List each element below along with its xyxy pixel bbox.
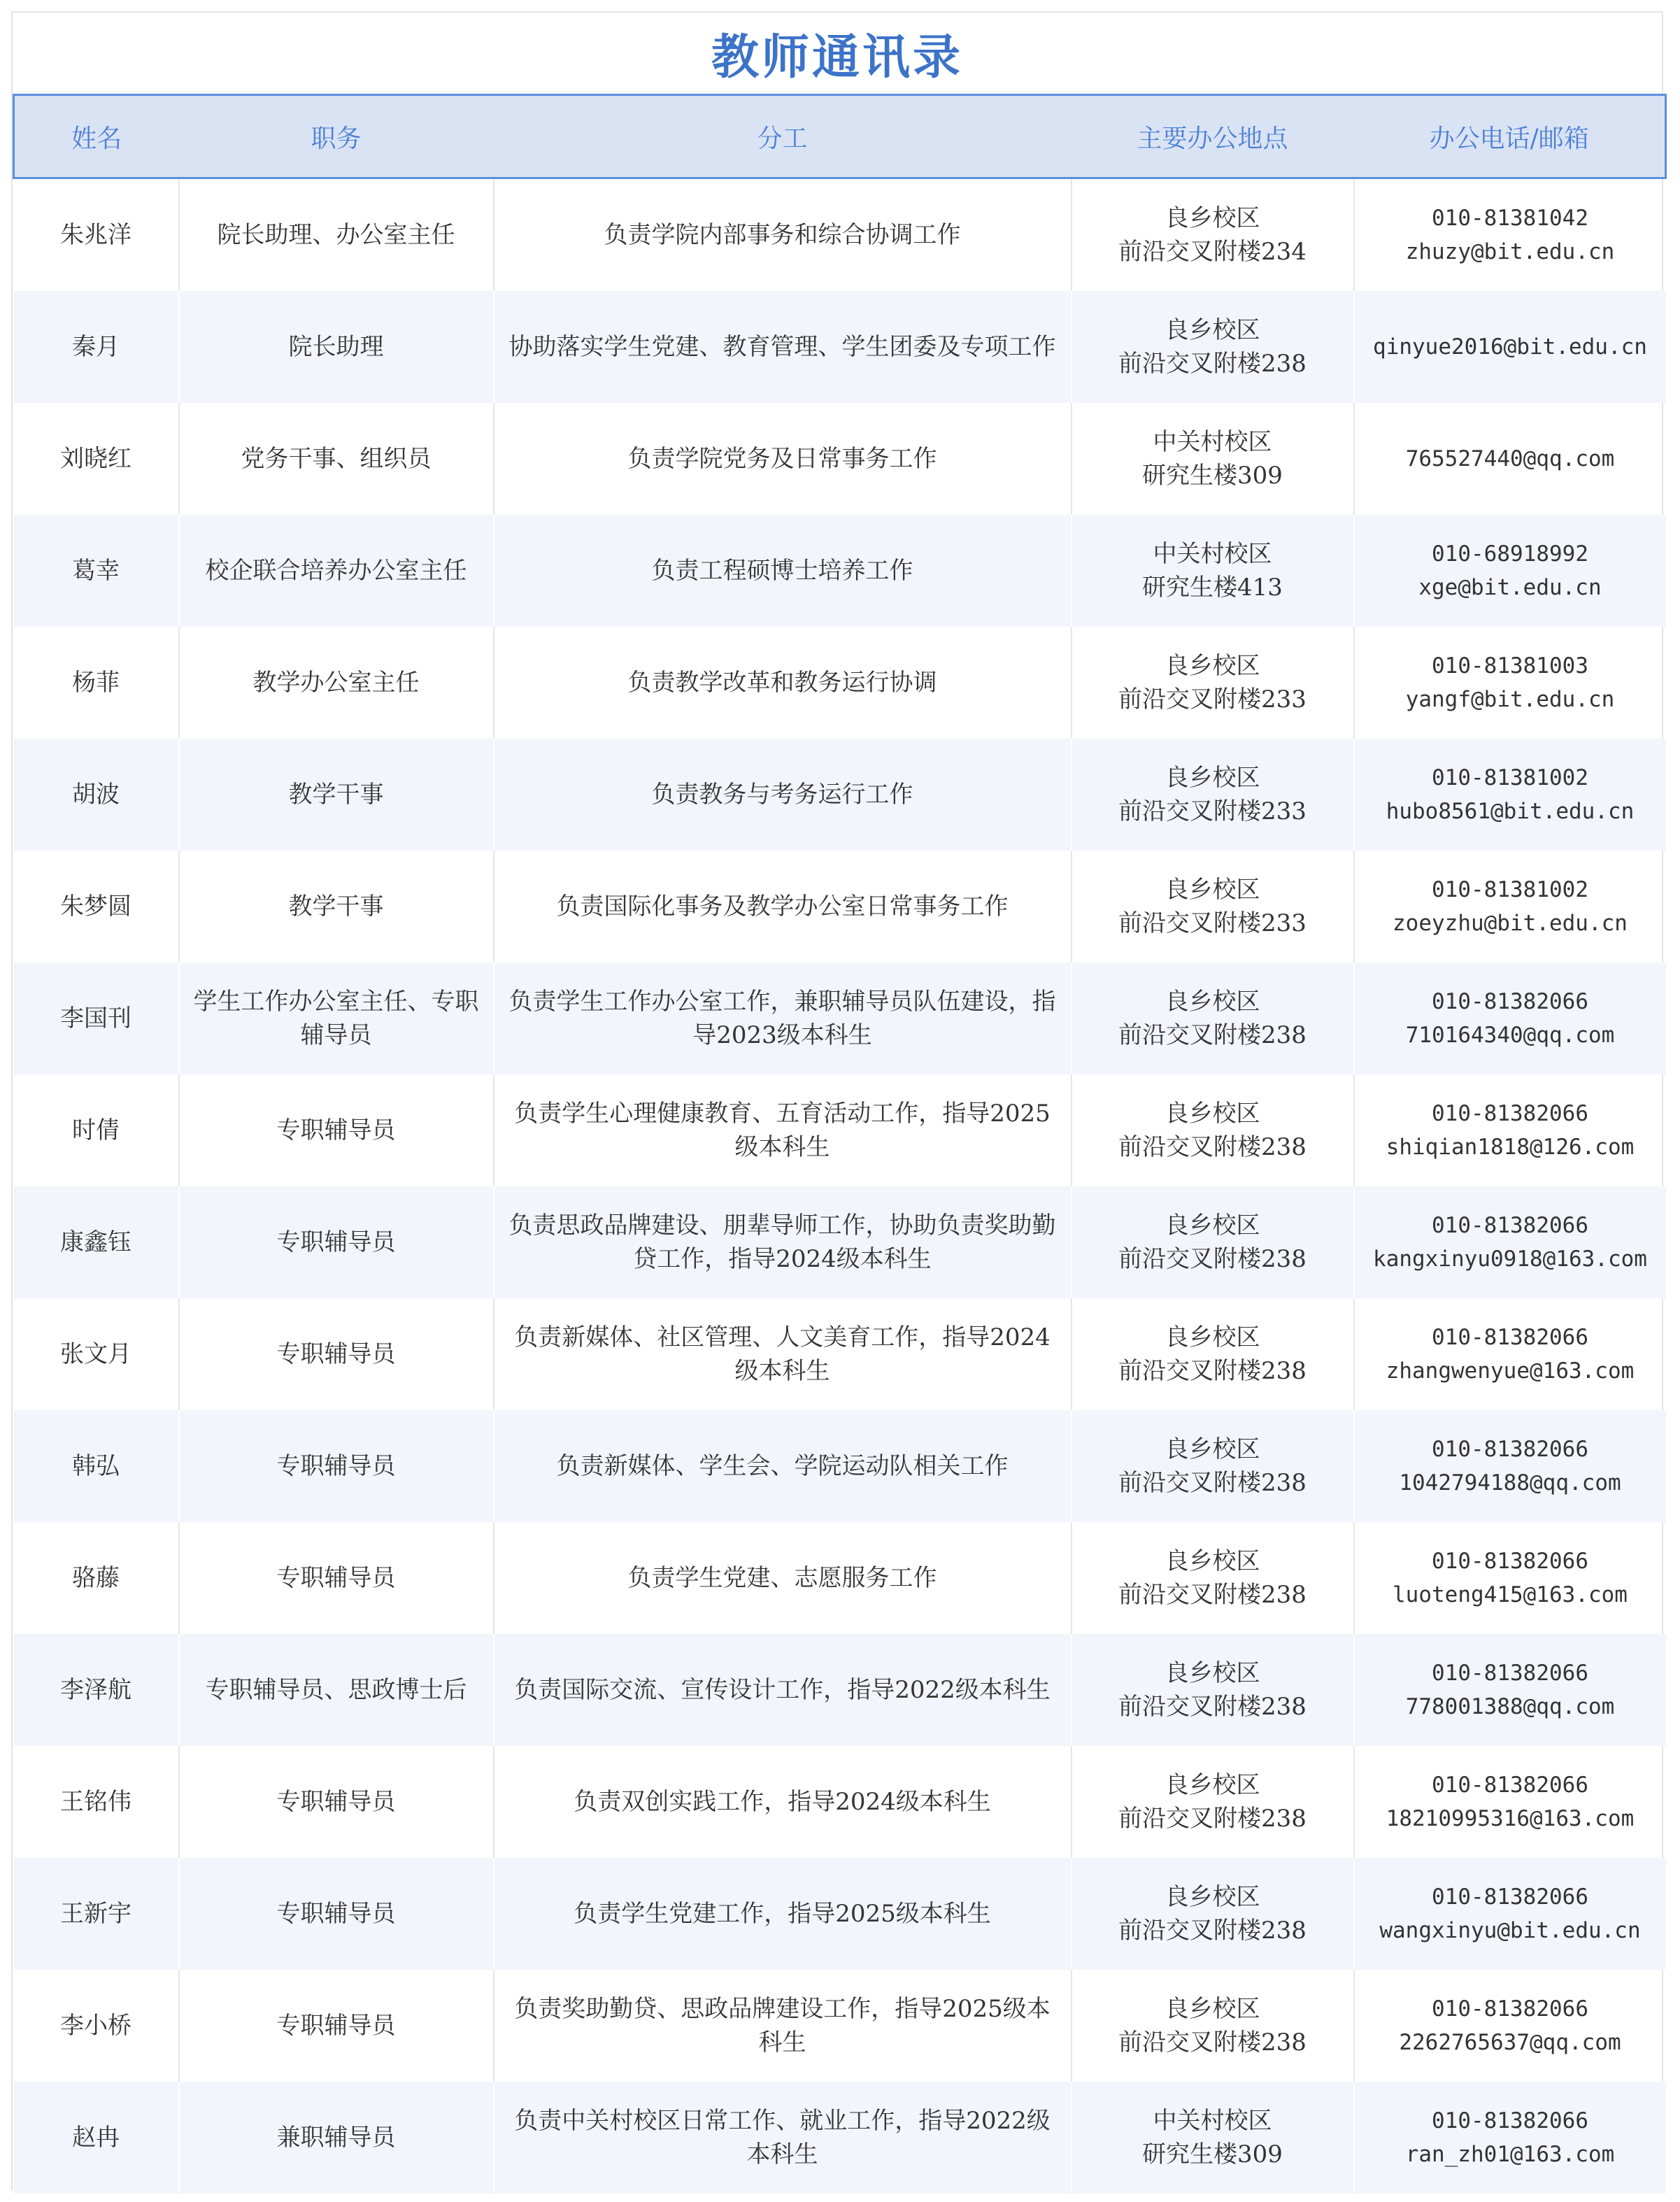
table-row	[14, 739, 1666, 851]
office-room-text: 前沿交叉附楼238	[1118, 2029, 1307, 2057]
cell-name: 杨菲	[72, 669, 120, 697]
cell-location	[1072, 1298, 1354, 1410]
cell-contact	[1354, 515, 1666, 627]
cell-position: 专职辅导员、思政博士后	[179, 1634, 494, 1746]
cell-contact	[1354, 1970, 1666, 2082]
office-room-text: 前沿交叉附楼238	[1118, 1133, 1307, 1161]
cell-contact	[1354, 1858, 1666, 1970]
email-text: yangf@bit.edu.cn	[1405, 687, 1615, 712]
email-text: zhuzy@bit.edu.cn	[1405, 239, 1615, 264]
cell-location	[1072, 291, 1354, 403]
table-row	[14, 178, 1666, 292]
campus-text: 良乡校区	[1165, 988, 1260, 1016]
cell-location	[1072, 1074, 1354, 1186]
cell-contact	[1354, 1186, 1666, 1298]
campus-text: 良乡校区	[1165, 1212, 1260, 1239]
table-row	[14, 515, 1666, 627]
cell-name: 朱梦圆	[60, 893, 131, 921]
email-text: shiqian1818@126.com	[1386, 1135, 1635, 1160]
office-room-text: 前沿交叉附楼234	[1118, 238, 1307, 266]
cell-location	[1072, 963, 1354, 1074]
table-row	[14, 403, 1666, 515]
cell-location	[1072, 515, 1354, 627]
cell-name: 韩弘	[14, 1410, 179, 1522]
phone-text: 010-81381042	[1432, 206, 1588, 231]
cell-contact	[1354, 1410, 1666, 1522]
header-phone-email: 办公电话/邮箱	[1354, 95, 1666, 178]
phone-text: 010-81381003	[1432, 653, 1588, 679]
cell-contact	[1354, 963, 1666, 1074]
campus-text: 中关村校区	[1153, 2107, 1272, 2135]
cell-contact	[1354, 2082, 1666, 2194]
campus-text: 良乡校区	[1165, 1883, 1260, 1911]
cell-position: 专职辅导员	[179, 1298, 494, 1410]
phone-text: 010-81382066	[1432, 1437, 1588, 1462]
campus-text: 良乡校区	[1165, 1435, 1260, 1463]
campus-text: 中关村校区	[1153, 540, 1272, 568]
cell-name: 李小桥	[60, 2012, 131, 2040]
cell-duty: 负责新媒体、学生会、学院运动队相关工作	[494, 1410, 1072, 1522]
cell-position: 院长助理	[179, 291, 494, 403]
table-row	[14, 627, 1666, 739]
office-room-text: 前沿交叉附楼238	[1118, 1357, 1307, 1385]
cell-duty: 负责教学改革和教务运行协调	[494, 627, 1072, 739]
cell-name: 康鑫钰	[14, 1186, 179, 1298]
cell-duty: 负责中关村校区日常工作、就业工作，指导2022级本科生	[494, 2082, 1072, 2194]
cell-position: 兼职辅导员	[179, 2082, 494, 2194]
cell-position: 专职辅导员	[179, 1746, 494, 1858]
cell-position: 教学干事	[179, 851, 494, 963]
cell-duty: 负责工程硕博士培养工作	[494, 515, 1072, 627]
cell-location	[1072, 1410, 1354, 1522]
page-title: 教师通讯录	[711, 29, 963, 85]
cell-duty: 负责双创实践工作，指导2024级本科生	[494, 1746, 1072, 1858]
email-text: 1042794188@qq.com	[1399, 1470, 1621, 1496]
cell-duty: 负责学院内部事务和综合协调工作	[494, 178, 1072, 292]
header-duty: 分工	[494, 95, 1072, 178]
email-text: wangxinyu@bit.edu.cn	[1379, 1918, 1641, 1943]
email-text: 2262765637@qq.com	[1399, 2030, 1621, 2055]
table-row	[14, 1298, 1666, 1410]
phone-text: 010-81382066	[1432, 989, 1588, 1014]
cell-contact	[1354, 178, 1666, 292]
cell-location	[1072, 1858, 1354, 1970]
phone-text: 010-81382066	[1432, 1661, 1588, 1686]
table-row	[14, 851, 1666, 963]
cell-contact	[1354, 1074, 1666, 1186]
phone-text: 010-81382066	[1432, 2108, 1588, 2133]
office-room-text: 前沿交叉附楼238	[1118, 350, 1307, 378]
cell-duty: 负责学生党建工作，指导2025级本科生	[494, 1858, 1072, 1970]
email-text: xge@bit.edu.cn	[1418, 575, 1602, 600]
cell-name: 李泽航	[14, 1634, 179, 1746]
cell-position: 专职辅导员	[179, 1410, 494, 1522]
header-position: 职务	[179, 95, 494, 178]
cell-name: 张文月	[60, 1340, 131, 1368]
email-text: luoteng415@163.com	[1393, 1582, 1628, 1607]
campus-text: 良乡校区	[1165, 1547, 1260, 1575]
header-office-location: 主要办公地点	[1072, 95, 1354, 178]
cell-duty: 协助落实学生党建、教育管理、学生团委及专项工作	[494, 291, 1072, 403]
cell-name: 胡波	[14, 739, 179, 851]
table-row	[14, 1186, 1666, 1298]
cell-location	[1072, 627, 1354, 739]
cell-name: 王新宇	[14, 1858, 179, 1970]
teacher-directory-table	[13, 94, 1667, 2194]
cell-position: 教学干事	[179, 739, 494, 851]
table-row	[14, 1522, 1666, 1634]
office-room-text: 前沿交叉附楼233	[1118, 797, 1307, 825]
office-room-text: 前沿交叉附楼233	[1118, 909, 1307, 937]
cell-position: 专职辅导员	[179, 1074, 494, 1186]
cell-location	[1072, 739, 1354, 851]
cell-duty: 负责思政品牌建设、朋辈导师工作，协助负责奖助勤贷工作，指导2024级本科生	[494, 1186, 1072, 1298]
office-room-text: 前沿交叉附楼238	[1118, 1245, 1307, 1273]
email-text: hubo8561@bit.edu.cn	[1386, 799, 1635, 824]
phone-text: 010-81382066	[1432, 1884, 1588, 1910]
campus-text: 良乡校区	[1165, 204, 1260, 232]
cell-location	[1072, 403, 1354, 515]
email-text: zhangwenyue@163.com	[1386, 1358, 1635, 1384]
campus-text: 良乡校区	[1165, 1100, 1260, 1128]
cell-location	[1072, 1746, 1354, 1858]
table-row	[14, 1970, 1666, 2082]
office-room-text: 前沿交叉附楼238	[1118, 1469, 1307, 1497]
header-name: 姓名	[14, 95, 179, 178]
email-text: 765527440@qq.com	[1405, 446, 1615, 471]
cell-name: 时倩	[72, 1116, 120, 1144]
cell-position: 专职辅导员	[179, 1970, 494, 2082]
campus-text: 良乡校区	[1165, 876, 1260, 904]
campus-text: 良乡校区	[1165, 1771, 1260, 1799]
email-text: 710164340@qq.com	[1405, 1023, 1615, 1048]
cell-position: 校企联合培养办公室主任	[179, 515, 494, 627]
phone-text: 010-81381002	[1432, 877, 1588, 902]
table-row	[14, 2082, 1666, 2194]
phone-text: 010-81382066	[1432, 1549, 1588, 1574]
cell-duty: 负责学生党建、志愿服务工作	[494, 1522, 1072, 1634]
campus-text: 良乡校区	[1165, 1323, 1260, 1351]
cell-position: 专职辅导员	[179, 1186, 494, 1298]
cell-name: 赵冉	[14, 2082, 179, 2194]
phone-text: 010-81381002	[1432, 765, 1588, 790]
cell-name: 骆藤	[72, 1564, 120, 1592]
header-row	[14, 95, 1666, 178]
campus-text: 良乡校区	[1165, 316, 1260, 344]
campus-text: 良乡校区	[1165, 1659, 1260, 1687]
office-room-text: 前沿交叉附楼238	[1118, 1805, 1307, 1833]
cell-position: 专职辅导员	[179, 1858, 494, 1970]
table-row	[14, 291, 1666, 403]
cell-contact	[1354, 1298, 1666, 1410]
directory-sheet	[11, 11, 1663, 2191]
office-room-text: 前沿交叉附楼238	[1118, 1693, 1307, 1721]
office-room-text: 研究生楼309	[1142, 2140, 1283, 2168]
cell-position: 党务干事、组织员	[179, 403, 494, 515]
cell-contact	[1354, 1746, 1666, 1858]
email-text: 778001388@qq.com	[1405, 1694, 1615, 1719]
email-text: kangxinyu0918@163.com	[1373, 1246, 1647, 1272]
cell-duty: 负责国际交流、宣传设计工作，指导2022级本科生	[494, 1634, 1072, 1746]
cell-contact	[1354, 291, 1666, 403]
phone-text: 010-81382066	[1432, 1325, 1588, 1350]
office-room-text: 前沿交叉附楼238	[1118, 1917, 1307, 1945]
office-room-text: 前沿交叉附楼238	[1118, 1021, 1307, 1049]
phone-text: 010-81382066	[1432, 1213, 1588, 1238]
cell-position: 学生工作办公室主任、专职辅导员	[179, 963, 494, 1074]
campus-text: 良乡校区	[1165, 1995, 1260, 2023]
cell-name: 秦月	[14, 291, 179, 403]
table-row	[14, 1074, 1666, 1186]
cell-duty: 负责教务与考务运行工作	[494, 739, 1072, 851]
email-text: qinyue2016@bit.edu.cn	[1373, 334, 1647, 360]
campus-text: 良乡校区	[1165, 652, 1260, 680]
cell-name: 葛幸	[14, 515, 179, 627]
cell-name: 朱兆洋	[60, 221, 131, 249]
cell-duty: 负责学院党务及日常事务工作	[494, 403, 1072, 515]
cell-duty: 负责国际化事务及教学办公室日常事务工作	[494, 851, 1072, 963]
table-row	[14, 1746, 1666, 1858]
office-room-text: 前沿交叉附楼238	[1118, 1581, 1307, 1609]
cell-duty: 负责奖助勤贷、思政品牌建设工作，指导2025级本科生	[494, 1970, 1072, 2082]
cell-location	[1072, 178, 1354, 292]
email-text: zoeyzhu@bit.edu.cn	[1393, 911, 1628, 936]
cell-location	[1072, 1634, 1354, 1746]
phone-text: 010-81382066	[1432, 1773, 1588, 1798]
table-row	[14, 1634, 1666, 1746]
office-room-text: 前沿交叉附楼233	[1118, 686, 1307, 713]
cell-position: 院长助理、办公室主任	[179, 178, 494, 292]
campus-text: 良乡校区	[1165, 764, 1260, 792]
table-row	[14, 1410, 1666, 1522]
cell-location	[1072, 851, 1354, 963]
cell-name: 李国刊	[14, 963, 179, 1074]
table-row	[14, 1858, 1666, 1970]
cell-contact	[1354, 1522, 1666, 1634]
cell-contact	[1354, 1634, 1666, 1746]
cell-name: 王铭伟	[60, 1788, 131, 1816]
cell-position: 专职辅导员	[179, 1522, 494, 1634]
cell-name: 刘晓红	[60, 445, 131, 473]
cell-contact	[1354, 851, 1666, 963]
cell-duty: 负责学生心理健康教育、五育活动工作，指导2025级本科生	[494, 1074, 1072, 1186]
cell-position: 教学办公室主任	[179, 627, 494, 739]
table-row	[14, 963, 1666, 1074]
cell-location	[1072, 1970, 1354, 2082]
phone-text: 010-68918992	[1432, 541, 1588, 567]
cell-contact	[1354, 627, 1666, 739]
office-room-text: 研究生楼309	[1142, 462, 1283, 490]
cell-location	[1072, 1186, 1354, 1298]
cell-location	[1072, 1522, 1354, 1634]
cell-duty: 负责新媒体、社区管理、人文美育工作，指导2024级本科生	[494, 1298, 1072, 1410]
cell-duty: 负责学生工作办公室工作，兼职辅导员队伍建设，指导2023级本科生	[494, 963, 1072, 1074]
email-text: 18210995316@163.com	[1386, 1806, 1635, 1831]
cell-contact	[1354, 403, 1666, 515]
campus-text: 中关村校区	[1153, 428, 1272, 456]
cell-contact	[1354, 739, 1666, 851]
phone-text: 010-81382066	[1432, 1101, 1588, 1126]
phone-text: 010-81382066	[1432, 1996, 1588, 2022]
office-room-text: 研究生楼413	[1142, 574, 1283, 602]
email-text: ran_zh01@163.com	[1405, 2142, 1615, 2167]
cell-location	[1072, 2082, 1354, 2194]
